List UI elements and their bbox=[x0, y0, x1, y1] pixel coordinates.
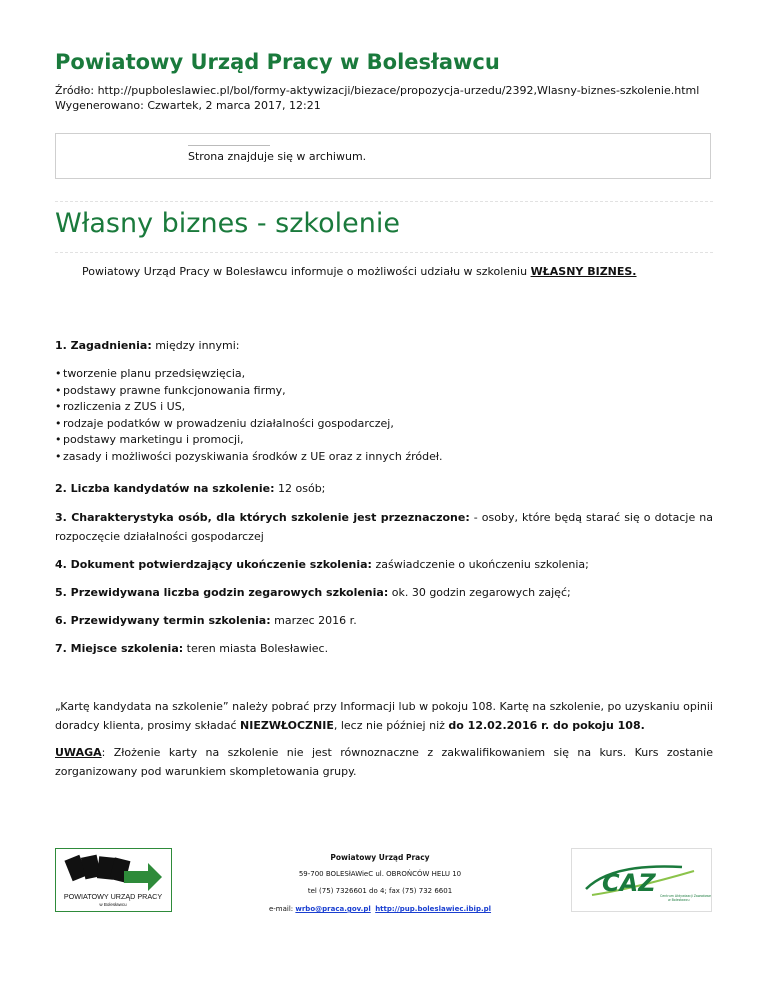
note-deadline: do 12.02.2016 r. do pokoju 108. bbox=[448, 719, 645, 732]
footer-contacts bbox=[220, 905, 540, 913]
footer-address: 59-700 BOLESłAWieC ul. OBROŃCÓW HELU 10 bbox=[298, 870, 462, 878]
footer-url-link[interactable]: http://pup.boleslawiec.ibip.pl bbox=[375, 905, 492, 913]
site-title: Powiatowy Urząd Pracy w Bolesławcu bbox=[55, 50, 500, 74]
archive-notice: Strona znajduje się w archiwum. bbox=[188, 150, 367, 163]
section-candidates bbox=[55, 479, 713, 498]
page-title: Własny biznes - szkolenie bbox=[55, 208, 400, 239]
note-text: „Kartę kandydata na szkolenie” należy pobrać przy Informacji lub w pokoju 108. Kartę na szkolenie, po uzyskaniu opinii doradcy klienta, prosimy składać bbox=[55, 700, 713, 732]
title-divider-bottom bbox=[55, 252, 713, 253]
list-item: • zasady i możliwości pozyskiwania środków z UE oraz z innych źródeł. bbox=[55, 449, 442, 466]
generated-line: Wygenerowano: Czwartek, 2 marca 2017, 12:21 bbox=[55, 99, 321, 112]
section-text: - osoby, które będą starać się o dotacje na rozpoczęcie działalności gospodarczej bbox=[55, 511, 713, 543]
pup-logo-graphic bbox=[56, 849, 170, 910]
section-location bbox=[55, 639, 713, 658]
archive-divider bbox=[188, 145, 270, 146]
section-text: 12 osób; bbox=[274, 482, 326, 495]
pup-logo-text: POWIATOWY URZĄD PRACY bbox=[63, 892, 163, 901]
section-label: 7. Miejsce szkolenia: bbox=[55, 642, 184, 655]
list-item: • rodzaje podatków w prowadzeniu działalności gospodarczej, bbox=[55, 416, 442, 433]
note-emphasis: NIEZWŁOCZNIE bbox=[240, 719, 334, 732]
caz-logo-subtext: Centrum Aktywizacji Zawodowej bbox=[660, 894, 711, 898]
footer-email-label: e-mail: bbox=[268, 905, 296, 913]
archive-notice-box bbox=[55, 133, 711, 179]
section-text: zaświadczenie o ukończeniu szkolenia; bbox=[371, 558, 589, 571]
caz-logo-text: CAZ bbox=[602, 869, 656, 897]
caz-logo bbox=[571, 848, 712, 912]
section-label: 6. Przewidywany termin szkolenia: bbox=[55, 614, 271, 627]
intro-text: Powiatowy Urząd Pracy w Bolesławcu informuje o możliwości udziału w szkoleniu bbox=[82, 265, 531, 278]
section-document bbox=[55, 555, 713, 574]
intro-paragraph bbox=[82, 262, 702, 281]
title-divider-top bbox=[55, 201, 713, 202]
pup-logo bbox=[55, 848, 172, 912]
warning-text: : Złożenie karty na szkolenie nie jest równoznaczne z zakwalifikowaniem się na kurs. Kurs zostanie zorganizowany pod warunkiem skompletowania grupy. bbox=[55, 746, 713, 778]
warning-label: UWAGA bbox=[55, 746, 102, 759]
list-item: • rozliczenia z ZUS i US, bbox=[55, 399, 442, 416]
footer-org: Powiatowy Urząd Pracy bbox=[330, 853, 430, 862]
section-hours bbox=[55, 583, 713, 602]
section-label: 1. Zagadnienia: bbox=[55, 339, 152, 352]
section-label: 2. Liczba kandydatów na szkolenie: bbox=[55, 482, 275, 495]
section-text: teren miasta Bolesławiec. bbox=[183, 642, 329, 655]
intro-emphasis: WŁASNY BIZNES. bbox=[530, 265, 637, 278]
footer-email-link[interactable]: wrbo@praca.gov.pl bbox=[295, 905, 371, 913]
pup-logo-subtext: w Bolesławcu bbox=[99, 902, 127, 907]
warning-note bbox=[55, 743, 713, 781]
caz-logo-subtext: w Bolesławcu bbox=[668, 898, 690, 902]
list-item: • tworzenie planu przedsięwzięcia, bbox=[55, 366, 442, 383]
list-item: • podstawy prawne funkcjonowania firmy, bbox=[55, 383, 442, 400]
source-line: Źródło: http://pupboleslawiec.pl/bol/formy-aktywizacji/biezace/propozycja-urzedu/2392,Wlasny-biznes-szkolenie.html bbox=[55, 84, 700, 97]
section-text: marzec 2016 r. bbox=[270, 614, 357, 627]
footer-phone: tel (75) 7326601 do 4; fax (75) 732 6601 bbox=[307, 887, 453, 895]
caz-logo-graphic bbox=[572, 849, 711, 911]
section-text: między innymi: bbox=[151, 339, 240, 352]
section-date bbox=[55, 611, 713, 630]
section-label: 3. Charakterystyka osób, dla których szkolenie jest przeznaczone: bbox=[55, 511, 470, 524]
section-text: ok. 30 godzin zegarowych zajęć; bbox=[388, 586, 571, 599]
topics-list bbox=[55, 366, 442, 465]
note-text: , lecz nie później niż bbox=[333, 719, 449, 732]
section-label: 5. Przewidywana liczba godzin zegarowych szkolenia: bbox=[55, 586, 389, 599]
section-topics bbox=[55, 336, 713, 355]
application-note bbox=[55, 697, 713, 735]
section-label: 4. Dokument potwierdzający ukończenie szkolenia: bbox=[55, 558, 372, 571]
list-item: • podstawy marketingu i promocji, bbox=[55, 432, 442, 449]
section-target-group bbox=[55, 508, 713, 546]
